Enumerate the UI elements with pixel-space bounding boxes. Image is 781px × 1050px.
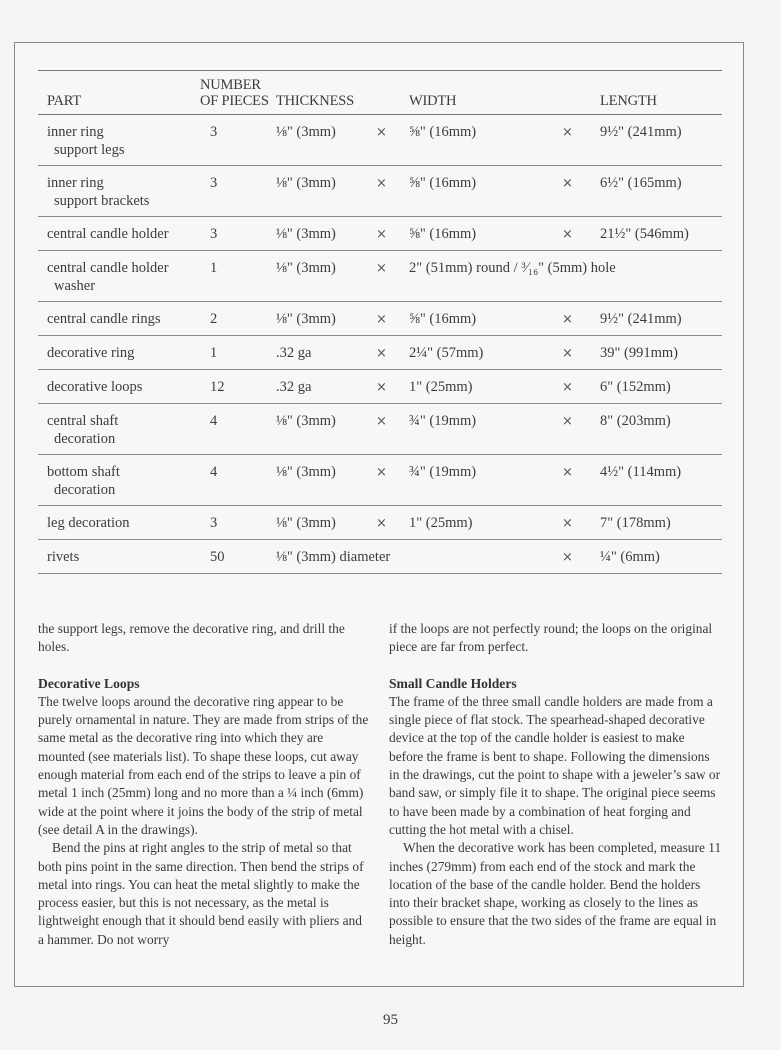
cell-times [376, 455, 409, 506]
times-symbol: × [376, 227, 387, 242]
table-row [38, 540, 722, 574]
cell-part [38, 506, 200, 540]
part-name: bottom shaft [47, 464, 120, 480]
right-column [389, 620, 722, 949]
cell-part [38, 404, 200, 455]
cell-times [562, 540, 600, 574]
cell-width: 1" (25mm) [409, 515, 473, 531]
cell-thickness: ⅛" (3mm) [276, 260, 336, 276]
times-symbol: × [376, 312, 387, 327]
cell-length: 9½" (241mm) [600, 124, 682, 140]
cell-length: 9½" (241mm) [600, 311, 682, 327]
cell-number-of-pieces: 1 [210, 345, 218, 361]
cell-times [376, 166, 409, 217]
cell-number-of-pieces: 12 [210, 379, 225, 395]
times-symbol: × [376, 380, 387, 395]
table-row [38, 302, 722, 336]
header-width: WIDTH [409, 93, 457, 109]
part-subname: decoration [54, 431, 116, 447]
cell-width: 2¼" (57mm) [409, 345, 484, 361]
cell-length: ¼" (6mm) [600, 549, 660, 565]
cell-times [376, 302, 409, 336]
cell-width: ¾" (19mm) [409, 413, 477, 429]
part-name: central candle rings [47, 311, 161, 327]
cell-times [376, 217, 409, 251]
cell-width: ⅝" (16mm) [409, 311, 477, 327]
header-number-line2: OF PIECES [200, 93, 269, 109]
part-name: central candle holder [47, 260, 169, 276]
cell-thickness: ⅛" (3mm) [276, 311, 336, 327]
cell-times [562, 404, 600, 455]
section-heading-decorative-loops: Decorative Loops [38, 675, 140, 691]
times-symbol: × [376, 346, 387, 361]
header-length: LENGTH [600, 93, 657, 109]
cell-times [562, 370, 600, 404]
table-row [38, 166, 722, 217]
cell-length: 7" (178mm) [600, 515, 671, 531]
times-symbol: × [562, 380, 573, 395]
cell-times [376, 251, 409, 302]
part-subname: washer [54, 278, 96, 294]
page-number: 95 [383, 1012, 398, 1028]
times-symbol: × [562, 125, 573, 140]
part-subname: support legs [54, 142, 125, 158]
cell-number-of-pieces: 3 [210, 226, 218, 242]
part-name: decorative loops [47, 379, 143, 395]
cell-number-of-pieces: 2 [210, 311, 218, 327]
cell-thickness: .32 ga [276, 345, 312, 361]
cell-part [38, 166, 200, 217]
cell-part [38, 336, 200, 370]
cell-length: 4½" (114mm) [600, 464, 682, 480]
header-part: PART [47, 93, 82, 109]
times-symbol: × [562, 346, 573, 361]
cell-number-of-pieces: 3 [210, 124, 218, 140]
materials-table-container [38, 70, 722, 574]
cell-width: 1" (25mm) [409, 379, 473, 395]
cell-part [38, 115, 200, 166]
table-row [38, 455, 722, 506]
part-subname: support brackets [54, 193, 150, 209]
left-intro-paragraph: the support legs, remove the decorative ring, and drill the holes. [38, 621, 345, 655]
times-symbol: × [562, 227, 573, 242]
cell-thickness: .32 ga [276, 379, 312, 395]
cell-number-of-pieces: 4 [210, 464, 218, 480]
cell-part [38, 217, 200, 251]
cell-thickness: ⅛" (3mm) [276, 226, 336, 242]
times-symbol: × [376, 125, 387, 140]
cell-times [562, 455, 600, 506]
cell-thickness: ⅛" (3mm) [276, 124, 336, 140]
cell-times [376, 336, 409, 370]
part-name: leg decoration [47, 515, 130, 531]
cell-number-of-pieces: 3 [210, 515, 218, 531]
section-heading-small-candle-holders: Small Candle Holders [389, 675, 517, 691]
cell-part [38, 540, 200, 574]
cell-times [562, 336, 600, 370]
times-symbol: × [376, 176, 387, 191]
cell-width: ⅝" (16mm) [409, 175, 477, 191]
table-row [38, 370, 722, 404]
cell-width: ⅝" (16mm) [409, 226, 477, 242]
cell-times [562, 217, 600, 251]
header-number-of-pieces [200, 71, 276, 115]
part-name: rivets [47, 549, 80, 565]
body-text [38, 620, 722, 949]
times-symbol: × [562, 516, 573, 531]
part-name: central shaft [47, 413, 119, 429]
cell-width: ⅝" (16mm) [409, 124, 477, 140]
cell-length: 6" (152mm) [600, 379, 671, 395]
cell-part [38, 370, 200, 404]
part-name: inner ring [47, 124, 104, 140]
table-row [38, 506, 722, 540]
cell-number-of-pieces: 50 [210, 549, 225, 565]
cell-length: 6½" (165mm) [600, 175, 682, 191]
cell-times [562, 115, 600, 166]
part-name: inner ring [47, 175, 104, 191]
table-row [38, 251, 722, 302]
cell-times [376, 115, 409, 166]
cell-times [376, 404, 409, 455]
part-subname: decoration [54, 482, 116, 498]
cell-times [562, 166, 600, 217]
materials-table [38, 70, 722, 574]
cell-part [38, 302, 200, 336]
times-symbol: × [562, 176, 573, 191]
times-symbol: × [562, 312, 573, 327]
cell-thickness: ⅛" (3mm) [276, 515, 336, 531]
cell-times [376, 370, 409, 404]
cell-number-of-pieces: 1 [210, 260, 218, 276]
cell-number-of-pieces: 4 [210, 413, 218, 429]
times-symbol: × [376, 465, 387, 480]
table-row [38, 336, 722, 370]
cell-number-of-pieces: 3 [210, 175, 218, 191]
table-row [38, 404, 722, 455]
left-column [38, 620, 371, 949]
times-symbol: × [562, 465, 573, 480]
cell-width: 2" (51mm) round / ³⁄₁₆" (5mm) hole [409, 260, 616, 276]
cell-thickness: ⅛" (3mm) [276, 413, 336, 429]
table-body [38, 115, 722, 574]
times-symbol: × [376, 261, 387, 276]
right-paragraph-1: The frame of the three small candle holders are made from a single piece of flat stock. The spearhead-shaped decorative device at the top of the candle holder is easiest to make before the frame is bent to shape. Following the dimensions in the drawings, cut the point to shape with a jeweler’s saw or band saw, or simply file it to shape. The original piece seems to have been made by a combination of heat forging and cutting the hot metal with a chisel. [389, 693, 721, 837]
cell-length: 8" (203mm) [600, 413, 671, 429]
right-intro-paragraph: if the loops are not perfectly round; the loops on the original piece are far from perfect. [389, 621, 713, 655]
cell-times [562, 302, 600, 336]
table-header-row [38, 71, 722, 115]
times-symbol: × [376, 516, 387, 531]
cell-thickness: ⅛" (3mm) diameter [276, 549, 391, 565]
times-symbol: × [562, 550, 573, 565]
table-row [38, 115, 722, 166]
cell-thickness: ⅛" (3mm) [276, 175, 336, 191]
cell-thickness: ⅛" (3mm) [276, 464, 336, 480]
part-name: central candle holder [47, 226, 169, 242]
cell-times [562, 506, 600, 540]
part-name: decorative ring [47, 345, 135, 361]
times-symbol: × [562, 414, 573, 429]
cell-width: ¾" (19mm) [409, 464, 477, 480]
left-paragraph-2: Bend the pins at right angles to the strip of metal so that both pins point in the same direction. Then bend the strips of metal into rings. You can heat the metal slightly to make the process easier, but this is not necessary, as the metal is lightweight enough that it should bend easily with pliers and a hammer. Do not worry [38, 840, 364, 947]
times-symbol: × [376, 414, 387, 429]
left-paragraph-1: The twelve loops around the decorative ring appear to be purely ornamental in nature. They are made from strips of the same metal as the decorative ring into which they are mounted (see materials list). To shape these loops, cut away enough material from each end of the strips to leave a pin of metal 1 inch (25mm) long and no more than a ¼ inch (6mm) wide at the point where it joins the body of the strip of metal (see detail A in the drawings). [38, 693, 369, 837]
header-thickness: THICKNESS [276, 93, 354, 109]
right-paragraph-2: When the decorative work has been completed, measure 11 inches (279mm) from each end of the stock and mark the location of the base of the candle holder. Bend the holders into their bracket shape, working as closely to the lines as possible to ensure that the two sides of the frame are equal in height. [389, 840, 722, 947]
table-row [38, 217, 722, 251]
cell-length: 39" (991mm) [600, 345, 679, 361]
cell-part [38, 455, 200, 506]
cell-length: 21½" (546mm) [600, 226, 689, 242]
cell-part [38, 251, 200, 302]
cell-times [376, 506, 409, 540]
header-number-line1: NUMBER [200, 77, 261, 93]
